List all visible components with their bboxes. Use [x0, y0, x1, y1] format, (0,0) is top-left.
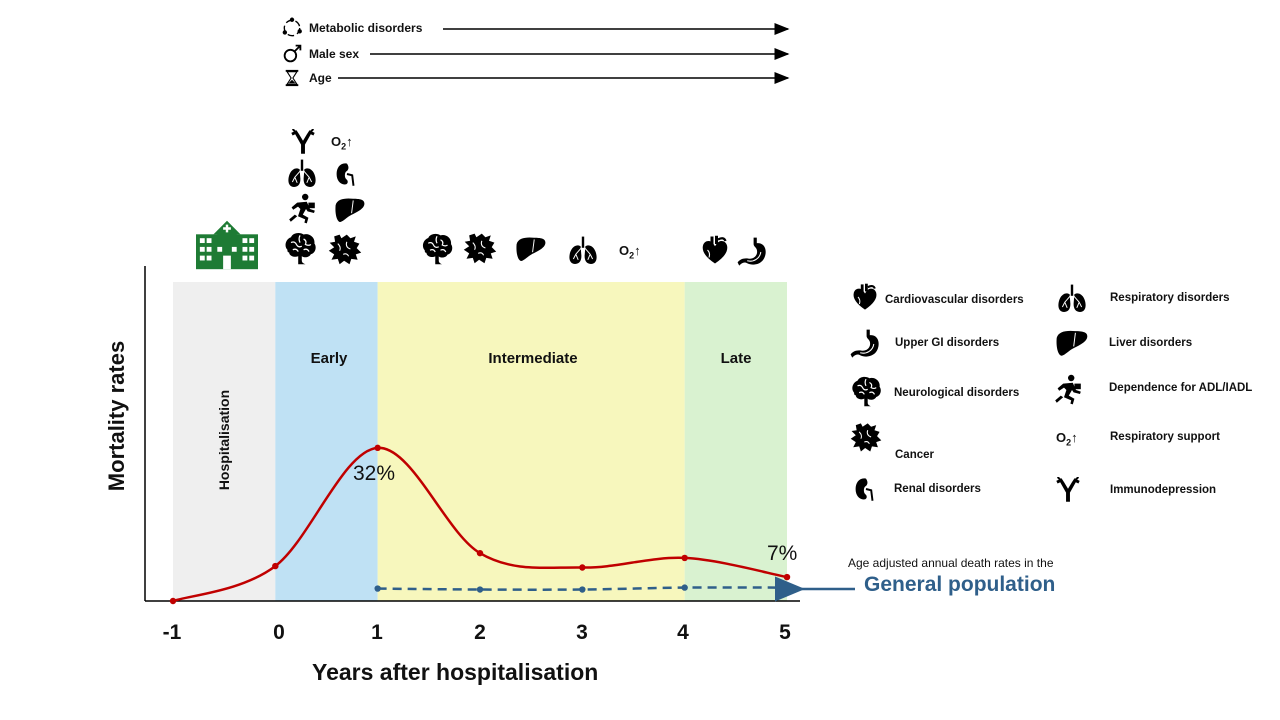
risk-factor-male-label: Male sex	[309, 47, 360, 61]
legend-label-cancer: Cancer	[895, 449, 934, 461]
legend-label-dependence: Dependence for ADL/IADL	[1109, 382, 1253, 394]
brain-icon	[847, 374, 885, 408]
mortality-curve-point	[374, 445, 380, 451]
end-value-label: 7%	[767, 542, 798, 565]
general-population-line-point	[477, 586, 483, 592]
period-label-early: Early	[310, 350, 348, 367]
general-population-label: General population	[864, 573, 1056, 596]
legend-label-cardiovascular: Cardiovascular disorders	[885, 294, 1024, 306]
general-population-line-point	[579, 586, 585, 592]
oxygen-icon: $O_2↑$	[1056, 430, 1078, 448]
legend-label-respiratory-support: Respiratory support	[1110, 431, 1220, 443]
mortality-curve-point	[170, 598, 176, 604]
cancer-icon	[849, 420, 883, 454]
antibody-icon	[1055, 477, 1081, 503]
x-tick-label: 2	[474, 621, 486, 644]
risk-factor-age-label: Age	[309, 71, 332, 85]
oxygen-icon: $O_2↑$	[331, 134, 353, 152]
peak-value-label: 32%	[353, 462, 396, 485]
period-label-hospitalisation: Hospitalisation	[216, 389, 232, 491]
x-axis-label: Years after hospitalisation	[312, 659, 599, 685]
x-tick-label: 0	[273, 621, 285, 644]
mortality-curve-point	[272, 563, 278, 569]
heart-icon	[851, 280, 879, 314]
general-population-line-point	[784, 584, 790, 590]
legend-label-immunodepression: Immunodepression	[1110, 484, 1217, 496]
period-band-early	[275, 282, 377, 601]
period-label-late: Late	[720, 350, 752, 367]
mortality-curve-point	[784, 574, 790, 580]
general-population-caption: Age adjusted annual death rates in the	[848, 556, 1054, 570]
mortality-curve-point	[681, 555, 687, 561]
oxygen-icon: $O_2↑$	[619, 243, 641, 261]
mortality-curve-point	[579, 564, 585, 570]
general-population-line-point	[681, 584, 687, 590]
x-tick-label: 1	[371, 621, 383, 644]
y-axis-label: Mortality rates	[104, 340, 129, 492]
lungs-icon	[1054, 283, 1090, 315]
legend-label-neurological: Neurological disorders	[894, 387, 1020, 399]
mortality-curve-point	[477, 550, 483, 556]
x-tick-label: 4	[677, 621, 689, 644]
kidney-icon	[853, 472, 879, 506]
stomach-icon	[847, 328, 883, 360]
x-tick-label: 5	[779, 621, 791, 644]
liver-icon	[1047, 326, 1097, 360]
x-tick-label: 3	[576, 621, 588, 644]
legend-label-liver: Liver disorders	[1109, 337, 1193, 349]
legend-label-respiratory: Respiratory disorders	[1110, 292, 1230, 304]
legend-label-upper-gi: Upper GI disorders	[895, 337, 1000, 349]
legend-label-renal: Renal disorders	[894, 483, 981, 495]
x-tick-label: -1	[162, 621, 182, 644]
period-band-intermediate	[378, 282, 685, 601]
risk-factor-metabolic-label: Metabolic disorders	[309, 21, 423, 35]
general-population-line-point	[374, 585, 380, 591]
running-person-icon	[1052, 374, 1084, 406]
period-label-intermediate: Intermediate	[488, 350, 578, 367]
